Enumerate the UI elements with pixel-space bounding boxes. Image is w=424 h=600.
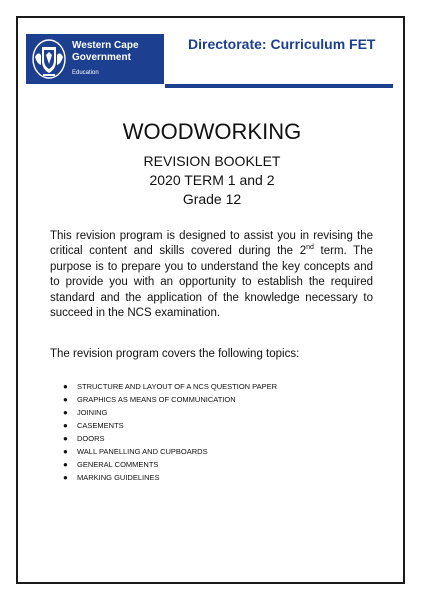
topic-label: STRUCTURE AND LAYOUT OF A NCS QUESTION PAPER [77, 382, 278, 391]
topic-label: MARKING GUIDELINES [77, 473, 160, 482]
topic-item [63, 445, 277, 458]
topic-item [63, 380, 277, 393]
intro-text-start: This revision program is designed to assist you in revising the critical content and skills covered during the 2 [50, 230, 373, 258]
bullet-icon: ● [63, 408, 68, 417]
topics-intro-text: The revision program covers the following topics: [50, 348, 300, 360]
grade-subtitle: Grade 12 [182, 191, 242, 207]
bullet-icon: ● [63, 382, 68, 391]
bullet-icon: ● [63, 395, 68, 404]
term-subtitle: 2020 TERM 1 and 2 [149, 172, 275, 188]
logo-text-line-1: Western Cape [72, 40, 139, 51]
subject-title: WOODWORKING [122, 119, 302, 144]
booklet-subtitle: REVISION BOOKLET [143, 153, 281, 169]
logo-text-line-2: Government [72, 52, 131, 63]
topic-item [63, 419, 277, 432]
bullet-icon: ● [63, 460, 68, 469]
intro-paragraph [50, 229, 373, 321]
logo-text-line-3: Education [72, 70, 99, 76]
topic-label: DOORS [77, 434, 105, 443]
topic-label: GENERAL COMMENTS [77, 460, 159, 469]
bullet-icon: ● [63, 421, 68, 430]
intro-superscript: nd [306, 244, 314, 252]
topic-label: GRAPHICS AS MEANS OF COMMUNICATION [77, 395, 236, 404]
topic-label: WALL PANELLING AND CUPBOARDS [77, 447, 208, 456]
header-divider [165, 84, 393, 88]
directorate-heading: Directorate: Curriculum FET [188, 36, 376, 52]
coat-of-arms-icon [31, 38, 67, 80]
topic-item [63, 393, 277, 406]
bullet-icon: ● [63, 473, 68, 482]
intro-text-end: term. The purpose is to prepare you to understand the key concepts and to provide you with an opportunity to establish the required standard and the application of the knowledge necessary to succeed in the NCS examination. [50, 245, 373, 320]
topic-item [63, 432, 277, 445]
topic-item [63, 471, 277, 484]
bullet-icon: ● [63, 434, 68, 443]
topic-item [63, 458, 277, 471]
topic-item [63, 406, 277, 419]
topic-label: CASEMENTS [77, 421, 124, 430]
bullet-icon: ● [63, 447, 68, 456]
western-cape-government-logo [26, 34, 164, 84]
topics-list [63, 380, 277, 484]
topic-label: JOINING [77, 408, 108, 417]
